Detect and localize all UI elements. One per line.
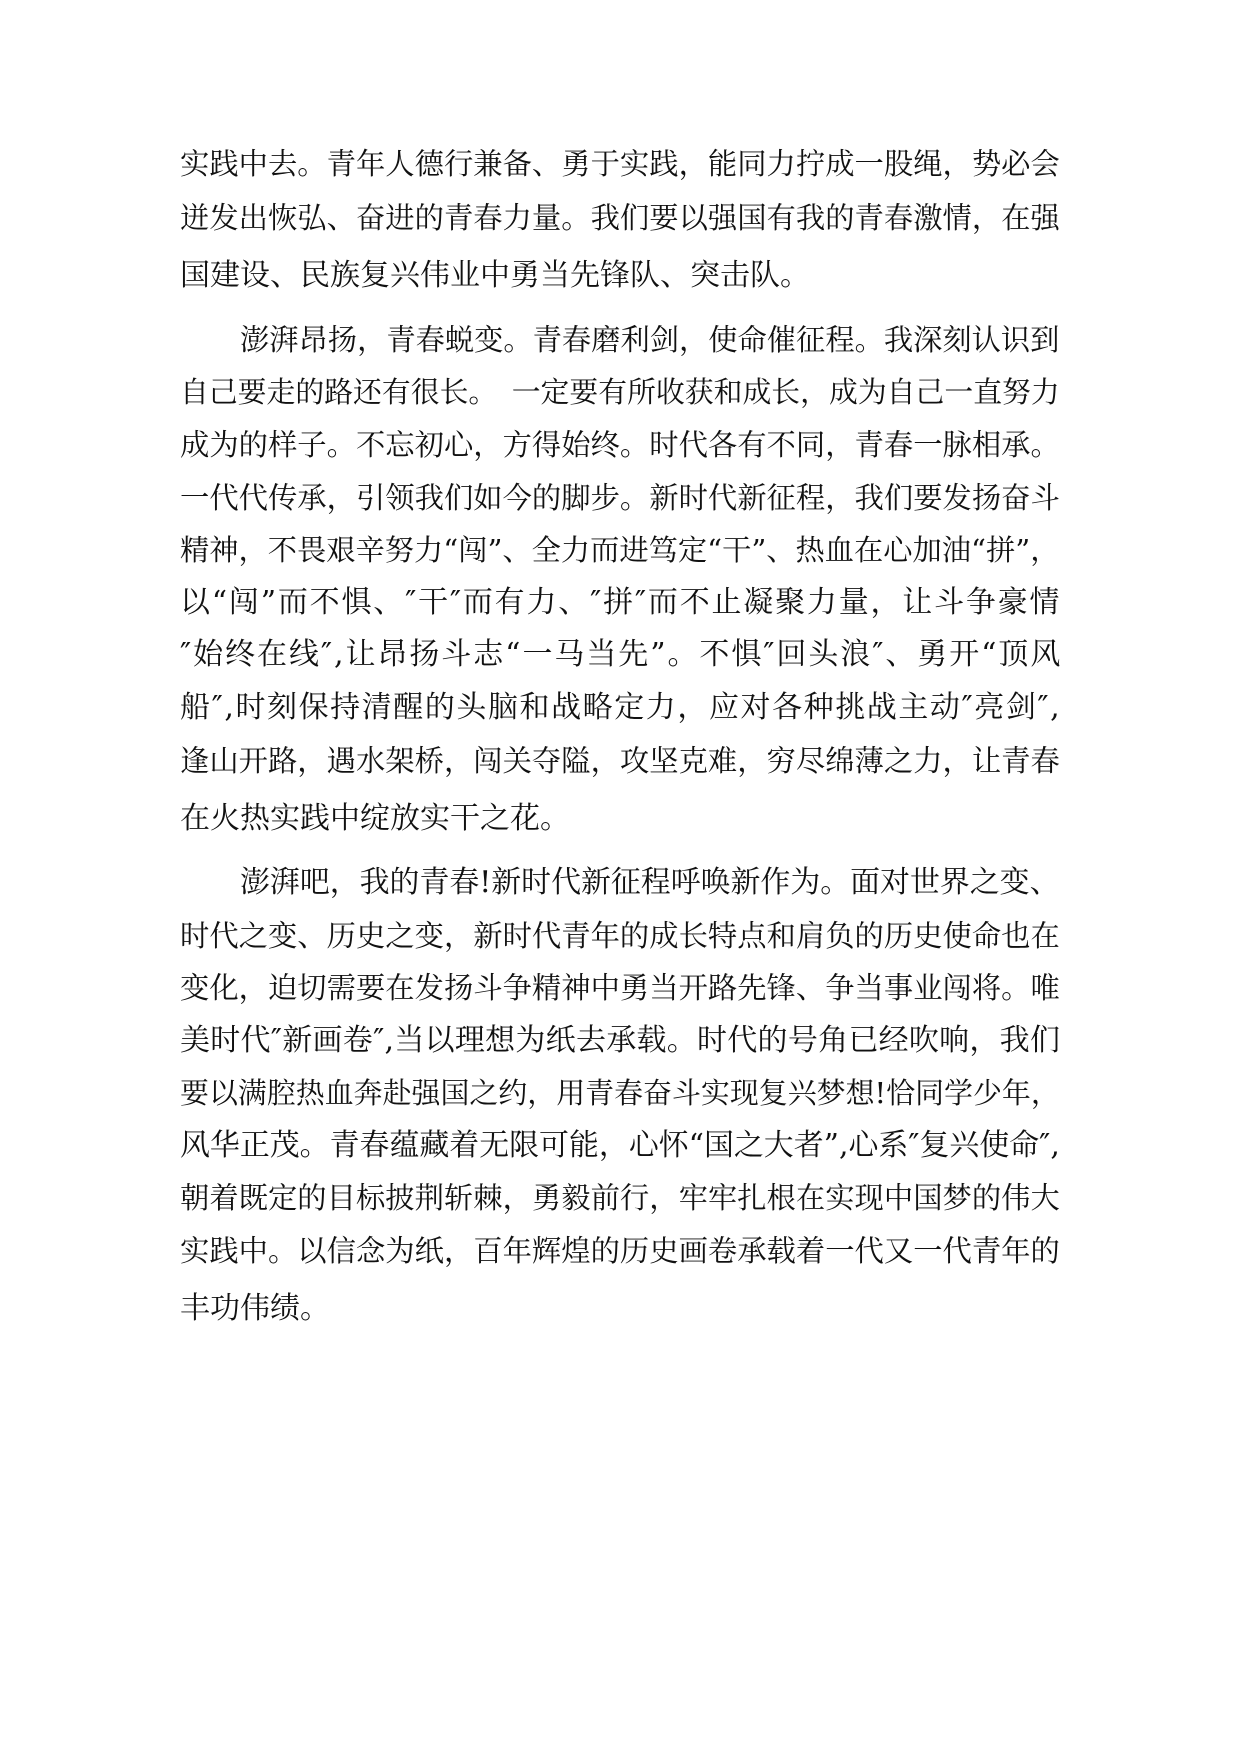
text-line: 美时代″新画卷″,当以理想为纸去承载。时代的号角已经吹响，我们 [180,1023,1061,1058]
text-line: 要以满腔热血奔赴强国之约，用青春奋斗实现复兴梦想!恰同学少年， [180,1076,1060,1110]
text-line: 实践中。以信念为纸，百年辉煌的历史画卷承载着一代又一代青年的 [180,1234,1060,1268]
text-line: 一代代传承，引领我们如今的脚步。新时代新征程，我们要发扬奋斗 [180,481,1060,515]
paragraph-first-line: 澎湃昂扬，青春蜕变。青春磨利剑，使命催征程。我深刻认识到 [240,323,1060,357]
text-line: 朝着既定的目标披荆斩棘，勇毅前行，牢牢扎根在实现中国梦的伟大 [180,1181,1060,1215]
text-line: 精神，不畏艰辛努力“闯”、全力而进笃定“干”、热血在心加油“拼”， [180,533,1060,567]
paragraph-first-line: 澎湃吧，我的青春!新时代新征程呼唤新作为。面对世界之变、 [240,865,1060,900]
text-line: 时代之变、历史之变，新时代青年的成长特点和肩负的历史使命也在 [180,919,1060,953]
text-line: 船″,时刻保持清醒的头脑和战略定力，应对各种挑战主动″亮剑″, [180,690,1062,725]
text-line: ″始终在线″,让昂扬斗志“一马当先”。不惧″回头浪″、勇开“顶风 [180,637,1063,672]
text-line: 国建设、民族复兴伟业中勇当先锋队、突击队。 [180,258,810,293]
text-line: 实践中去。青年人德行兼备、勇于实践，能同力拧成一股绳，势必会 [180,147,1060,181]
text-line: 自己要走的路还有很长。 一定要有所收获和成长，成为自己一直努力 [180,375,1060,409]
text-line: 丰功伟绩。 [180,1291,330,1326]
text-line: 成为的样子。不忘初心，方得始终。时代各有不同，青春一脉相承。 [180,428,1060,462]
text-line: 变化，迫切需要在发扬斗争精神中勇当开路先锋、争当事业闯将。唯 [180,971,1060,1005]
text-line: 迸发出恢弘、奋进的青春力量。我们要以强国有我的青春激情，在强 [180,201,1060,235]
text-line: 以“闯”而不惧、″干″而有力、″拼″而不止凝聚力量，让斗争豪情 [180,585,1062,620]
text-line: 风华正茂。青春蕴藏着无限可能，心怀“国之大者”,心系″复兴使命″, [180,1128,1060,1163]
text-line: 逢山开路，遇水架桥，闯关夺隘，攻坚克难，穷尽绵薄之力，让青春 [180,744,1060,778]
text-line: 在火热实践中绽放实干之花。 [180,801,570,836]
